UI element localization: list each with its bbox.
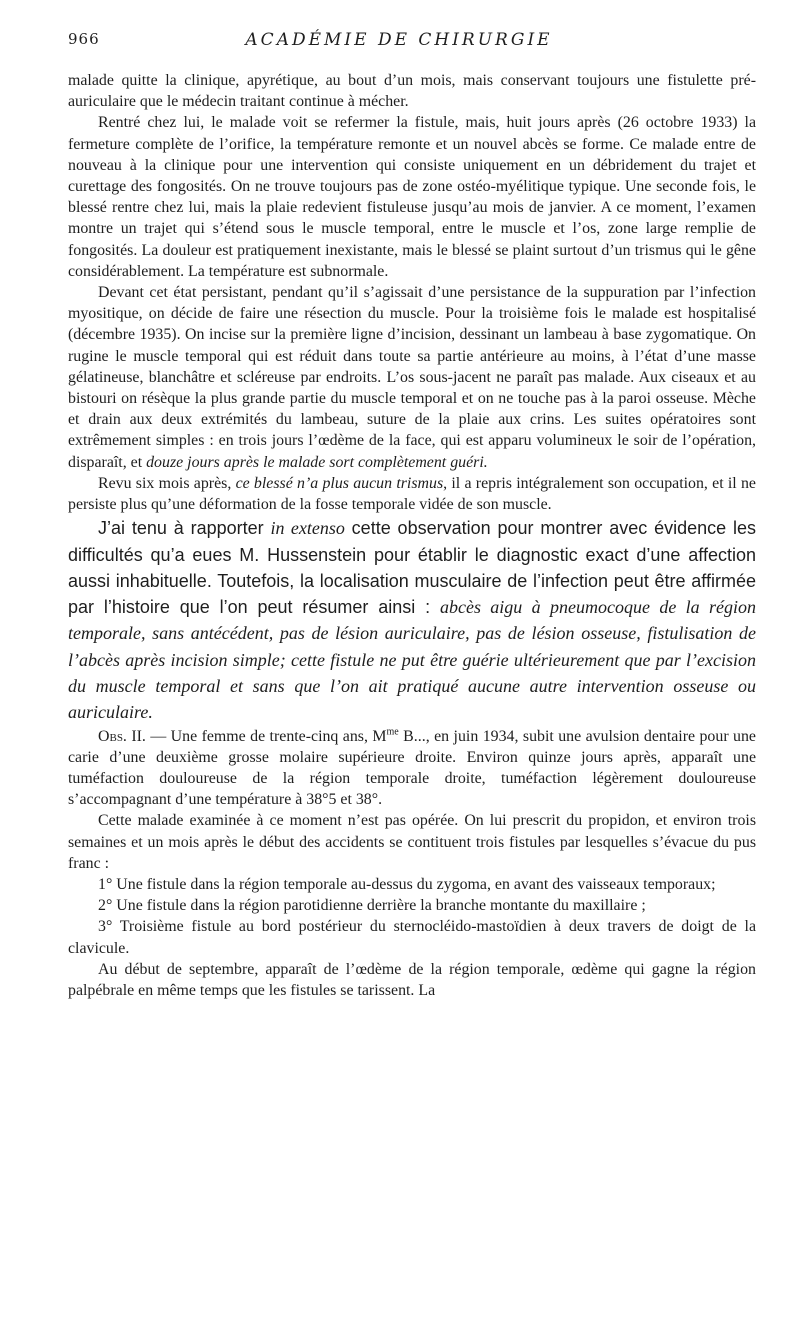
- followup-italic: ce blessé n’a plus aucun trismus: [235, 474, 444, 492]
- followup-end: , il a repris intégralement son occupation, et il ne persiste plus qu’une déformation de la fosse temporale vidée de son muscle.: [68, 474, 756, 514]
- summary-paragraph: [68, 515, 756, 725]
- body-text: [68, 70, 756, 1001]
- summary-italic-resume: abcès aigu à pneumocoque de la région temporale, sans antécédent, pas de lésion auriculaire, pas de lésion osseuse, fistulisation de l’abcès après incision simple; cette fistule ne put être guérie ultérieurement que par l’excision du muscle temporal et sans que l’on ait pratiqué aucune autre intervention osseuse ou auriculaire.: [68, 597, 757, 723]
- paragraph-obs1-resection: [68, 282, 756, 473]
- paragraph-obs1-continued: malade quitte la clinique, apyrétique, au bout d’un mois, mais conservant toujours une fistulette pré-auriculaire que le médecin traitant continue à mécher.: [68, 72, 756, 111]
- obs2-intro-b: B..., en juin 1934, subit une avulsion dentaire pour une carie d’une deuxième grosse molaire supérieure droite. Environ quinze jours après, apparaît une tuméfaction douloureuse de la région temporale droite, tuméfaction légèrement douloureuse s’accompagnant d’une température à 38°5 et 38°.: [68, 727, 756, 809]
- resection-outcome: douze jours après le malade sort complètement guéri.: [146, 453, 488, 471]
- summary-in-extenso: in extenso: [270, 518, 345, 539]
- resection-text: Devant cet état persistant, pendant qu’il s’agissait d’une persistance de la suppuration par l’infection myositique, on décide de faire une résection du muscle. Pour la troisième fois le malade est hospitalisé (décembre 1935). On incise sur la première ligne d’incision, dessinant un lambeau à base zygomatique. On rugine le muscle temporal qui est réduit dans toute sa partie antérieure au moins, à l’état d’une masse gélatineuse, blanchâtre et scléreuse par endroits. L’os sous-jacent ne paraît pas malade. Aux ciseaux et au bistouri on résèque la plus grande partie du muscle temporal et on ne touche pas à la paroi osseuse. Mèche et drain aux deux extrémités du lambeau, suture de la plaie aux crins. Les suites opératoires sont extrêmement simples : en trois jours l’œdème de la face, qui est apparu volumineux le soir de l’opération, disparaît, et: [68, 284, 756, 471]
- paragraph-obs2-fistules: Cette malade examinée à ce moment n’est pas opérée. On lui prescrit du propidon, et environ trois semaines et un mois après le début des accidents se contituent trois fistules par lesquelles s’évacue du pus franc :: [68, 812, 756, 872]
- summary-part-2: cette observation pour montrer avec évidence les difficultés qu’a eues M. Hussenstein pour établir le diagnostic exact d’une affection aussi inhabituelle. Toutefois, la localisation musculaire de l’infection peut être affirmée par l’histoire que l’on peut résumer ainsi :: [68, 518, 756, 618]
- running-head: [68, 30, 760, 54]
- followup-start: Revu six mois après,: [98, 474, 236, 492]
- summary-part-1: J’ai tenu à rapporter: [98, 518, 271, 539]
- paragraph-obs1-return-home: Rentré chez lui, le malade voit se refermer la fistule, mais, huit jours après (26 octobre 1933) la fermeture complète de l’orifice, la température remonte et un nouvel abcès se forme. Ce malade entre de nouveau à la clinique pour une intervention qui consiste uniquement en un débridement du trajet et curettage des fongosités. On ne trouve toujours pas de zone ostéo-myélitique typique. Une seconde fois, le blessé rentre chez lui, mais la plaie redevient fistuleuse jusqu’au mois de janvier. A ce moment, l’examen montre un trajet qui s’étend sous le muscle temporal, entre le muscle et l’os, zone large remplie de fongosités. La douleur est pratiquement inexistante, mais le blessé se plaint surtout d’un trismus qui le gêne considérablement. La température est subnormale.: [68, 114, 756, 280]
- paragraph-obs2-september: Au début de septembre, apparaît de l’œdème de la région temporale, œdème qui gagne la région palpébrale en même temps que les fistules se tarissent. La: [68, 960, 756, 1000]
- list-item-fistule-3: 3° Troisième fistule au bord postérieur du sternocléido-mastoïdien à deux travers de doigt de la clavicule.: [68, 918, 756, 957]
- list-item-fistule-1: 1° Une fistule dans la région temporale au-dessus du zygoma, en avant des vaisseaux temporaux;: [98, 876, 716, 894]
- page-number: 966: [68, 30, 100, 48]
- journal-title: ACADÉMIE DE CHIRURGIE: [245, 30, 553, 50]
- list-item-fistule-2: 2° Une fistule dans la région parotidienne derrière la branche montante du maxillaire ;: [98, 897, 646, 915]
- obs2-label: Obs. II.: [98, 727, 146, 745]
- paragraph-obs1-followup: [68, 473, 756, 515]
- obs2-intro-a: — Une femme de trente-cinq ans, M: [145, 727, 387, 745]
- paragraph-obs2-intro: [68, 726, 756, 811]
- obs2-intro-sup: me: [386, 726, 399, 738]
